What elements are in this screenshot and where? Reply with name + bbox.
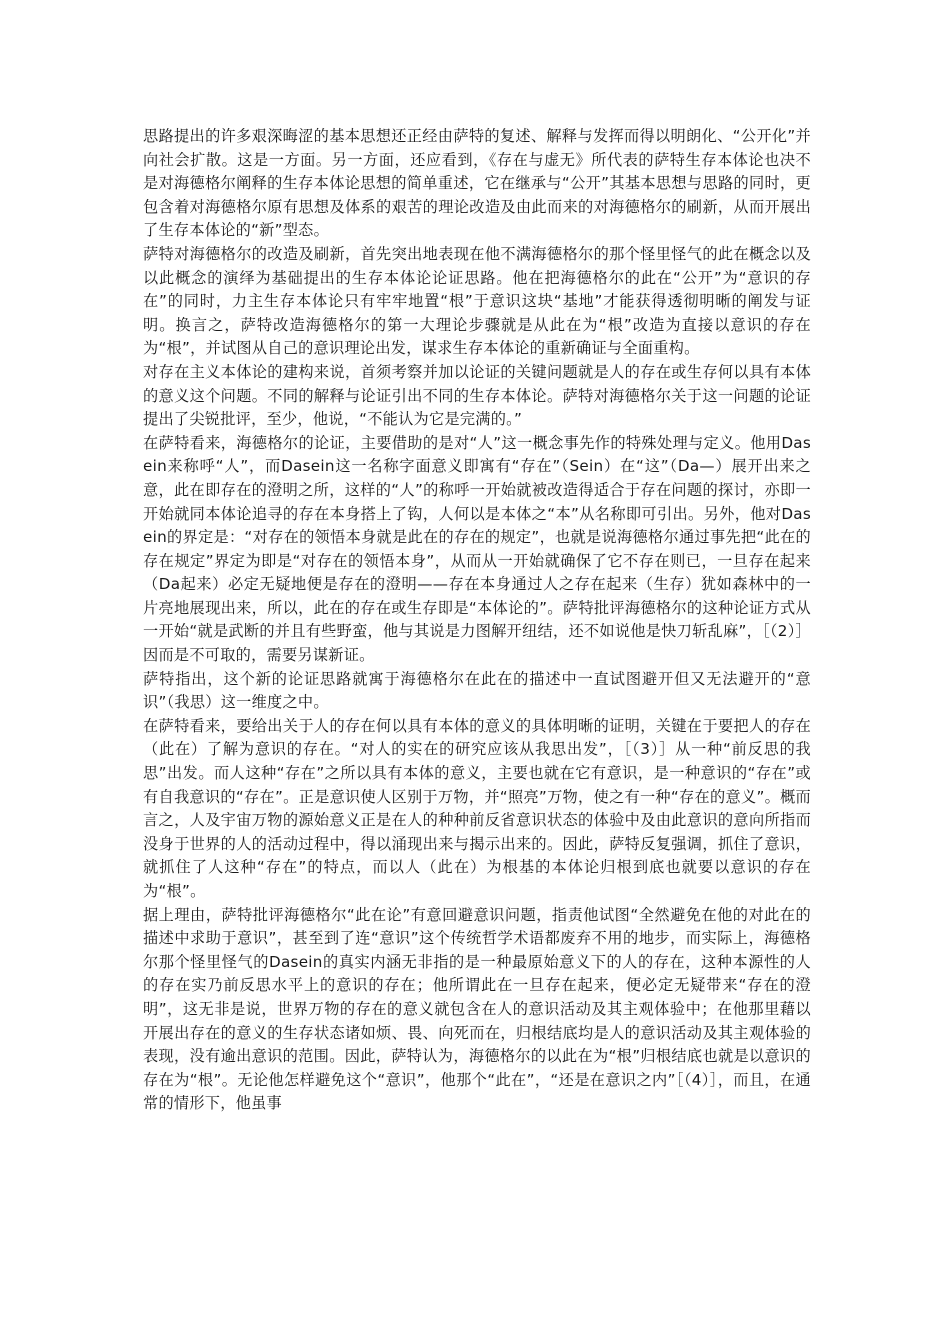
paragraph: 萨特对海德格尔的改造及刷新，首先突出地表现在他不满海德格尔的那个怪里怪气的此在概念以及以此概念的演绎为基础提出的生存本体论论证思路。他在把海德格尔的此在“公开”为“意识的存在”的同时，力主生存本体论只有牢牢地置“根”于意识这块“基地”才能获得透彻明晰的阐发与证明。换言之，萨特改造海德格尔的第一大理论步骤就是从此在为“根”改造为直接以意识的存在为“根”，并试图从自己的意识理论出发，谋求生存本体论的重新确证与全面重构。 (143, 244, 811, 358)
paragraph: 在萨特看来，海德格尔的论证，主要借助的是对“人”这一概念事先作的特殊处理与定义。他用Dasein来称呼“人”，而Dasein这一名称字面意义即寓有“存在”（Sein）在“这”（Da—）展开出来之意，此在即存在的澄明之所，这样的“人”的称呼一开始就被改造得适合于存在问题的探讨，亦即一开始就同本体论追寻的存在本身搭上了钩，人何以是本体之“本”从名称即可引出。另外，他对Dasein的界定是：“对存在的领悟本身就是此在的存在的规定”，也就是说海德格尔通过事先把“此在的存在规定”界定为即是“对存在的领悟本身”，从而从一开始就确保了它不存在则已，一旦存在起来（Da起来）必定无疑地便是存在的澄明——存在本身通过人之存在起来（生存）犹如森林中的一片亮地展现出来，所以，此在的存在或生存即是“本体论的”。萨特批评海德格尔的这种论证方式从一开始“就是武断的并且有些野蛮，他与其说是力图解开纽结，还不如说他是快刀斩乱麻”，［（2）］因而是不可取的，需要另谋新证。 (143, 433, 811, 665)
paragraph: 据上理由，萨特批评海德格尔“此在论”有意回避意识问题，指责他试图“全然避免在他的对此在的描述中求助于意识”，甚至到了连“意识”这个传统哲学术语都废弃不用的地步，而实际上，海德格尔那个怪里怪气的Dasein的真实内涵无非指的是一种最原始意义下的人的存在，这种本源性的人的存在实乃前反思水平上的意识的存在；他所谓此在一旦存在起来，便必定无疑带来“存在的澄明”，这无非是说，世界万物的存在的意义就包含在人的意识活动及其主观体验中；在他那里藉以开展出存在的意义的生存状态诸如烦、畏、向死而在，归根结底均是人的意识活动及其主观体验的表现，没有逾出意识的范围。因此，萨特认为，海德格尔的以此在为“根”归根结底也就是以意识的存在为“根”。无论他怎样避免这个“意识”，他那个“此在”，“还是在意识之内”［（4）］，而且，在通常的情形下，他虽事 (143, 905, 811, 1113)
body-text (143, 125, 811, 1116)
paragraph: 在萨特看来，要给出关于人的存在何以具有本体的意义的具体明晰的证明，关键在于要把人的存在（此在）了解为意识的存在。“对人的实在的研究应该从我思出发”，［（3）］从一种“前反思的我思”出发。而人这种“存在”之所以具有本体的意义，主要也就在它有意识，是一种意识的“存在”或有自我意识的“存在”。正是意识使人区别于万物，并“照亮”万物，使之有一种“存在的意义”。概而言之，人及宇宙万物的源始意义正是在人的种种前反省意识状态的体验中及由此意识的意向所指而没身于世界的人的活动过程中，得以涌现出来与揭示出来的。因此，萨特反复强调，抓住了意识，就抓住了人这种“存在”的特点，而以人（此在）为根基的本体论归根到底也就要以意识的存在为“根”。 (143, 716, 811, 900)
paragraph: 对存在主义本体论的建构来说，首须考察并加以论证的关键问题就是人的存在或生存何以具有本体的意义这个问题。不同的解释与论证引出不同的生存本体论。萨特对海德格尔关于这一问题的论证提出了尖锐批评，至少，他说，“不能认为它是完满的。” (143, 362, 811, 429)
paragraph: 思路提出的许多艰深晦涩的基本思想还正经由萨特的复述、解释与发挥而得以明朗化、“公开化”并向社会扩散。这是一方面。另一方面，还应看到，《存在与虚无》所代表的萨特生存本体论也决不是对海德格尔阐释的生存本体论思想的简单重述，它在继承与“公开”其基本思想与思路的同时，更包含着对海德格尔原有思想及体系的艰苦的理论改造及由此而来的对海德格尔的刷新，从而开展出了生存本体论的“新”型态。 (143, 127, 811, 240)
paragraph: 萨特指出，这个新的论证思路就寓于海德格尔在此在的描述中一直试图避开但又无法避开的“意识”（我思）这一维度之中。 (143, 669, 811, 712)
